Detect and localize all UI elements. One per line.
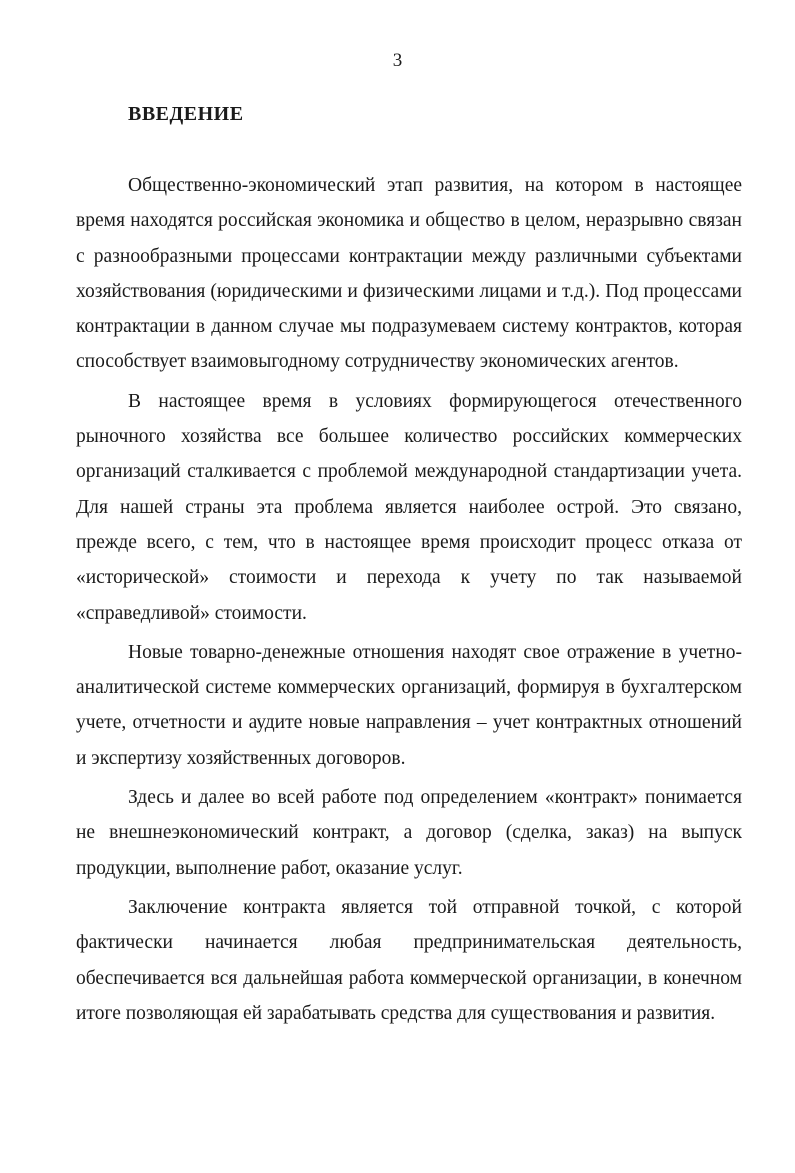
body-text [76, 168, 742, 1035]
paragraph-2: В настоящее время в условиях формирующегося отечественного рыночного хозяйства все большее количество российских коммерческих организаций сталкивается с проблемой международной стандартизации учета. Для нашей страны эта проблема является наиболее острой. Это связано, прежде всего, с тем, что в настоящее время происходит процесс отказа от «исторической» стоимости и перехода к учету по так называемой «справедливой» стоимости. [76, 390, 742, 624]
paragraph-4: Здесь и далее во всей работе под определением «контракт» понимается не внешнеэкономический контракт, а договор (сделка, заказ) на выпуск продукции, выполнение работ, оказание услуг. [76, 787, 742, 879]
section-heading: ВВЕДЕНИЕ [128, 103, 244, 125]
paragraph-1: Общественно-экономический этап развития, на котором в настоящее время находятся российская экономика и общество в целом, неразрывно связан с разнообразными процессами контрактации между различными субъектами хозяйствования (юридическими и физическими лицами и т.д.). Под процессами контрактации в данном случае мы подразумеваем систему контрактов, которая способствует взаимовыгодному сотрудничеству экономических агентов. [76, 175, 742, 373]
page-number: 3 [392, 50, 403, 71]
paragraph-3: Новые товарно-денежные отношения находят свое отражение в учетно-аналитической системе коммерческих организаций, формируя в бухгалтерском учете, отчетности и аудите новые направления – учет контрактных отношений и экспертизу хозяйственных договоров. [76, 641, 742, 769]
paragraph-5: Заключение контракта является той отправной точкой, с которой фактически начинается любая предпринимательская деятельность, обеспечивается вся дальнейшая работа коммерческой организации, в конечном итоге позволяющая ей зарабатывать средства для существования и развития. [76, 896, 742, 1024]
